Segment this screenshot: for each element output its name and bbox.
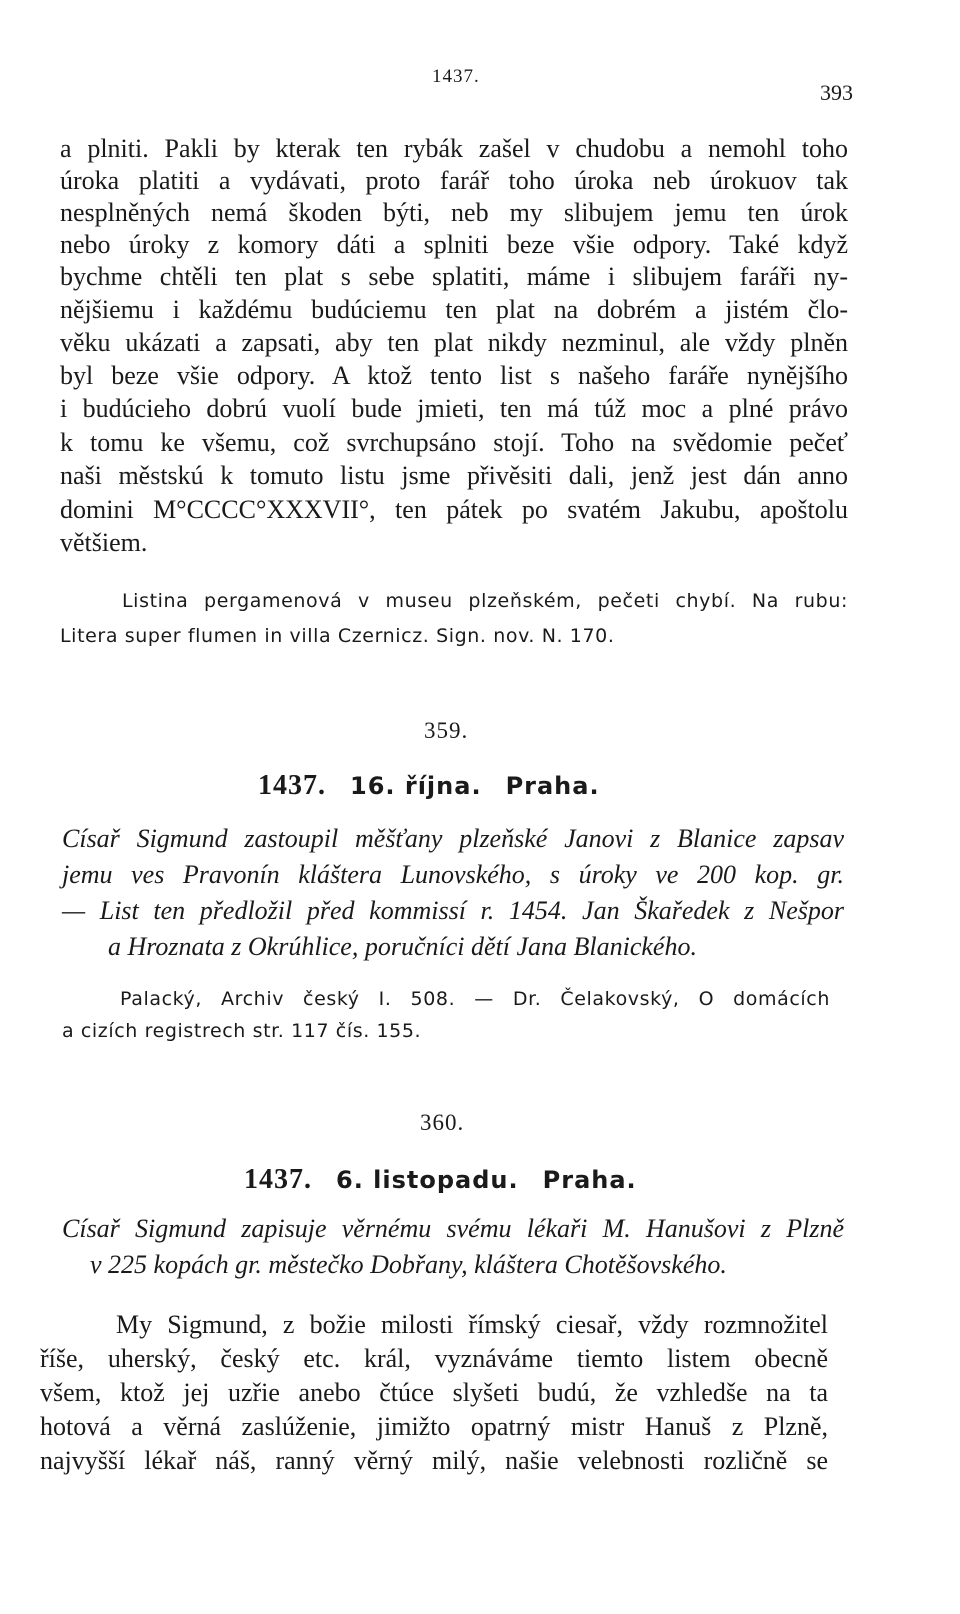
document-date-place xyxy=(258,770,600,802)
date-year: 1437. xyxy=(244,1164,312,1195)
text-line: bychme chtěli ten plat s sebe splatiti, máme i slibujem faráři ny- xyxy=(60,262,848,291)
place: Praha. xyxy=(505,772,600,800)
summary-line: jemu ves Pravonín kláštera Lunovského, s úroky ve 200 kop. gr. xyxy=(62,860,844,889)
summary-line: Císař Sigmund zapisuje věrnému svému lékaři M. Hanušovi z Plzně xyxy=(62,1214,844,1243)
running-header-year: 1437. xyxy=(432,66,480,87)
text-line: domini M°CCCC°XXXVII°, ten pátek po svatém Jakubu, apoštolu xyxy=(60,495,848,524)
text-line: úroka platiti a vydávati, proto farář toho úroka neb úrokuov tak xyxy=(60,166,848,195)
summary-line: Císař Sigmund zastoupil měšťany plzeňské Janovi z Blanice zapsav xyxy=(62,824,844,853)
page-number: 393 xyxy=(820,80,853,105)
text-line: i budúcieho dobrú vuolí bude jmieti, ten má túž moc a plné právo xyxy=(60,394,848,423)
text-line: k tomu ke všemu, což svrchupsáno stojí. Toho na svědomie pečeť xyxy=(60,428,848,457)
text-line: nějšiemu i každému budúciemu ten plat na dobrém a jistém člo- xyxy=(60,295,848,324)
document-number: 360. xyxy=(420,1110,465,1135)
text-line: nebo úroky z komory dáti a splniti beze všie odpory. Také když xyxy=(60,230,848,259)
summary-line: — List ten předložil před kommissí r. 1454. Jan Škaředek z Nešpor xyxy=(62,896,844,925)
summary-line: a Hroznata z Okrúhlice, poručníci dětí Jana Blanického. xyxy=(108,932,697,961)
date-day: 16. října. xyxy=(350,772,482,800)
text-line: všem, ktož jej uzřie anebo čtúce slyšeti budú, že vzhledše na ta xyxy=(40,1378,828,1407)
document-number: 359. xyxy=(424,718,469,743)
source-line: Palacký, Archiv český I. 508. — Dr. Čelakovský, O domácích xyxy=(120,988,830,1010)
text-line: a plniti. Pakli by kterak ten rybák zašel v chudobu a nemohl toho xyxy=(60,134,848,163)
date-day: 6. listopadu. xyxy=(336,1166,519,1194)
archival-note-line: Litera super flumen in villa Czernicz. Sign. nov. N. 170. xyxy=(60,625,615,647)
summary-line: v 225 kopách gr. městečko Dobřany, kláštera Chotěšovského. xyxy=(90,1250,727,1279)
place: Praha. xyxy=(542,1166,637,1194)
text-line: říše, uherský, český etc. král, vyznáváme tiemto listem obecně xyxy=(40,1344,828,1373)
text-line: hotová a věrná zaslúženie, jimižto opatrný mistr Hanuš z Plzně, xyxy=(40,1412,828,1441)
date-year: 1437. xyxy=(258,770,326,801)
text-line: naši městskú k tomuto listu jsme přivěsiti dali, jenž jest dán anno xyxy=(60,461,848,490)
text-line: My Sigmund, z božie milosti římský ciesař, vždy rozmnožitel xyxy=(116,1310,828,1339)
text-line: věku ukázati a zapsati, aby ten plat nikdy nezminul, ale vždy plněn xyxy=(60,328,848,357)
text-line: byl beze všie odpory. A ktož tento list s našeho faráře nynějšího xyxy=(60,361,848,390)
text-line: najvyšší lékař náš, ranný věrný milý, našie velebnosti rozličně se xyxy=(40,1446,828,1475)
text-line: většiem. xyxy=(60,528,148,557)
archival-note-line: Listina pergamenová v museu plzeňském, pečeti chybí. Na rubu: xyxy=(122,590,848,612)
document-date-place xyxy=(244,1164,637,1196)
text-line: nesplněných nemá škoden býti, neb my slibujem jemu ten úrok xyxy=(60,198,848,227)
source-line: a cizích registrech str. 117 čís. 155. xyxy=(62,1020,422,1042)
